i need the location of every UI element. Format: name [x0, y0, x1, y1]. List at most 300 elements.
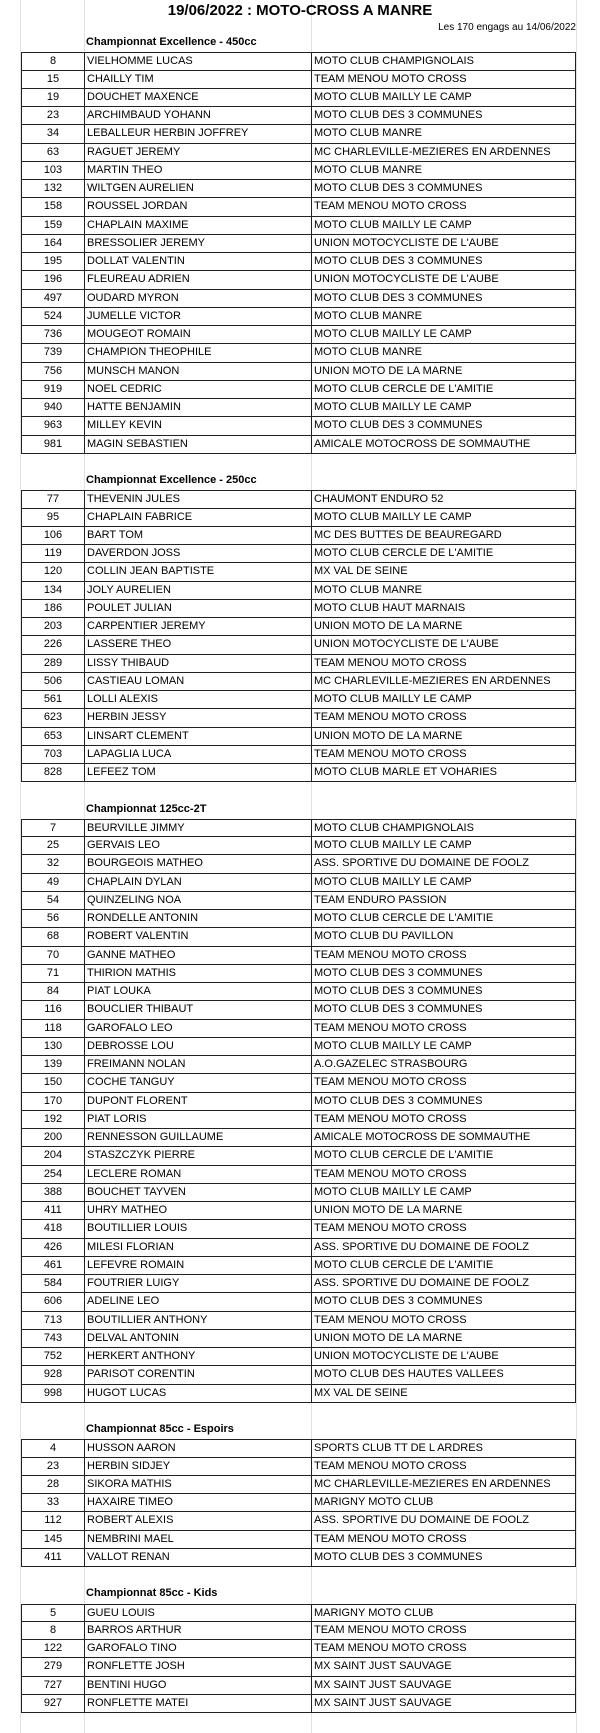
rider-name: HATTE BENJAMIN: [85, 399, 312, 416]
rider-club: MOTO CLUB MANRE: [314, 163, 422, 176]
rider-name: QUINZELING NOA: [85, 892, 312, 909]
rider-name: BOUCHET TAYVEN: [85, 1184, 312, 1201]
rider-club: TEAM MENOU MOTO CROSS: [314, 711, 467, 724]
table-row: [21, 673, 576, 691]
rider-club: MOTO CLUB DES 3 COMMUNES: [314, 1003, 483, 1016]
table-row: [21, 910, 576, 928]
rider-number: 497: [22, 290, 85, 307]
rider-club: MOTO CLUB CHAMPIGNOLAIS: [314, 55, 474, 68]
rider-number: 506: [22, 673, 85, 690]
table-row: [21, 1312, 576, 1330]
rider-number: 963: [22, 417, 85, 434]
rider-number: 981: [22, 436, 85, 453]
table-row: [21, 1074, 576, 1092]
rider-number: 703: [22, 746, 85, 763]
rider-club: MX VAL DE SEINE: [314, 565, 408, 578]
table-row: [21, 1293, 576, 1311]
rider-number: 159: [22, 217, 85, 234]
rider-number: 139: [22, 1056, 85, 1073]
rider-club: MOTO CLUB DES 3 COMMUNES: [314, 966, 483, 979]
rider-number: 120: [22, 563, 85, 580]
rider-club: UNION MOTO DE LA MARNE: [314, 364, 463, 377]
rider-number: 132: [22, 180, 85, 197]
table-row: [21, 1695, 576, 1713]
table-row: [21, 235, 576, 253]
table-row: [21, 1166, 576, 1184]
rider-name: RONDELLE ANTONIN: [85, 910, 312, 927]
rider-name: FLEUREAU ADRIEN: [85, 271, 312, 288]
rider-name: LAPAGLIA LUCA: [85, 746, 312, 763]
rider-club: MOTO CLUB MARLE ET VOHARIES: [314, 766, 497, 778]
rider-club: TEAM MENOU MOTO CROSS: [314, 747, 467, 760]
rider-club: MOTO CLUB DES 3 COMMUNES: [314, 1094, 483, 1107]
section-heading: Championnat Excellence - 250cc: [86, 474, 257, 486]
rider-name: BOUTILLIER LOUIS: [85, 1220, 312, 1237]
table-row: [21, 1220, 576, 1238]
rider-name: BENTINI HUGO: [85, 1677, 312, 1694]
rider-name: DUPONT FLORENT: [85, 1093, 312, 1110]
rider-name: DOLLAT VALENTIN: [85, 253, 312, 270]
rider-name: RENNESSON GUILLAUME: [85, 1129, 312, 1146]
rider-club: MOTO CLUB DES 3 COMMUNES: [314, 291, 483, 304]
rider-club: MARIGNY MOTO CLUB: [314, 1606, 434, 1619]
rider-number: 653: [22, 728, 85, 745]
rider-name: FREIMANN NOLAN: [85, 1056, 312, 1073]
rider-club: MX VAL DE SEINE: [314, 1386, 408, 1399]
rider-number: 752: [22, 1348, 85, 1365]
rider-number: 116: [22, 1001, 85, 1018]
rider-club: MOTO CLUB DES 3 COMMUNES: [314, 985, 483, 997]
table-row: [21, 874, 576, 892]
table-row: [21, 709, 576, 727]
rider-name: PIAT LOUKA: [85, 983, 312, 1000]
rider-club: TEAM MENOU MOTO CROSS: [314, 72, 467, 85]
rider-number: 388: [22, 1184, 85, 1201]
rider-name: BART TOM: [85, 527, 312, 544]
rider-club: MOTO CLUB MAILLY LE CAMP: [314, 693, 472, 705]
rider-name: JUMELLE VICTOR: [85, 308, 312, 325]
table-row: [21, 1458, 576, 1476]
rider-name: MILESI FLORIAN: [85, 1239, 312, 1256]
rider-number: 226: [22, 636, 85, 653]
table-row: [21, 691, 576, 709]
rider-club: MC CHARLEVILLE-MEZIERES EN ARDENNES: [314, 674, 551, 687]
rider-club: MOTO CLUB DES 3 COMMUNES: [314, 1295, 483, 1308]
rider-number: 119: [22, 545, 85, 562]
rider-name: DAVERDON JOSS: [85, 545, 312, 562]
rider-club: MOTO CLUB DES 3 COMMUNES: [314, 1550, 483, 1563]
table-row: [21, 655, 576, 673]
table-row: [21, 1038, 576, 1056]
table-row: [21, 217, 576, 235]
table-row: [21, 600, 576, 618]
table-row: [21, 198, 576, 216]
rider-name: LEFEEZ TOM: [85, 764, 312, 781]
rider-name: LEBALLEUR HERBIN JOFFREY: [85, 125, 312, 142]
rider-name: STASZCZYK PIERRE: [85, 1147, 312, 1164]
rider-number: 195: [22, 253, 85, 270]
table-row: [21, 1677, 576, 1695]
rider-club: MX SAINT JUST SAUVAGE: [314, 1660, 452, 1673]
rider-name: VIELHOMME LUCAS: [85, 53, 312, 69]
table-row: [21, 545, 576, 563]
rider-name: COCHE TANGUY: [85, 1074, 312, 1091]
table-row: [21, 1348, 576, 1366]
rider-number: 940: [22, 399, 85, 416]
rider-club: MC CHARLEVILLE-MEZIERES EN ARDENNES: [314, 1477, 551, 1490]
table-row: [21, 1330, 576, 1348]
rider-name: UHRY MATHEO: [85, 1202, 312, 1219]
rider-club: SPORTS CLUB TT DE L ARDRES: [314, 1442, 483, 1455]
section-heading: Championnat Excellence - 450cc: [86, 36, 257, 48]
rider-number: 743: [22, 1330, 85, 1347]
table-row: [21, 819, 576, 837]
rider-number: 23: [22, 1458, 85, 1475]
rider-name: ROUSSEL JORDAN: [85, 198, 312, 215]
table-row: [21, 1494, 576, 1512]
table-row: [21, 417, 576, 435]
table-row: [21, 290, 576, 308]
rider-club: TEAM MENOU MOTO CROSS: [314, 1459, 467, 1472]
rider-name: DELVAL ANTONIN: [85, 1330, 312, 1347]
rider-club: TEAM MENOU MOTO CROSS: [314, 1167, 467, 1180]
rider-name: RONFLETTE JOSH: [85, 1658, 312, 1675]
rider-name: ROBERT VALENTIN: [85, 928, 312, 945]
rider-number: 95: [22, 509, 85, 526]
rider-club: TEAM MENOU MOTO CROSS: [314, 1313, 467, 1326]
rider-club: MOTO CLUB CERCLE DE L'AMITIE: [314, 382, 494, 395]
rider-number: 150: [22, 1074, 85, 1091]
section-heading-row: [21, 1421, 576, 1439]
rider-number: 203: [22, 618, 85, 635]
table-row: [21, 1366, 576, 1384]
rider-number: 623: [22, 709, 85, 726]
rider-number: 170: [22, 1093, 85, 1110]
rider-number: 919: [22, 381, 85, 398]
rider-club: MX SAINT JUST SAUVAGE: [314, 1678, 452, 1691]
rider-name: PARISOT CORENTIN: [85, 1366, 312, 1383]
table-row: [21, 983, 576, 1001]
rider-name: POULET JULIAN: [85, 600, 312, 617]
rider-club: TEAM MENOU MOTO CROSS: [314, 1021, 467, 1034]
rider-name: BOUCLIER THIBAUT: [85, 1001, 312, 1018]
rider-club: UNION MOTO DE LA MARNE: [314, 1331, 463, 1344]
rider-club: AMICALE MOTOCROSS DE SOMMAUTHE: [314, 1131, 531, 1143]
rider-club: MOTO CLUB CERCLE DE L'AMITIE: [314, 1149, 494, 1162]
rider-number: 736: [22, 326, 85, 343]
rider-name: BRESSOLIER JEREMY: [85, 235, 312, 252]
rider-club: MOTO CLUB MAILLY LE CAMP: [314, 1039, 472, 1052]
table-row: [21, 965, 576, 983]
rider-name: LINSART CLEMENT: [85, 728, 312, 745]
rider-club: UNION MOTOCYCLISTE DE L'AUBE: [314, 638, 499, 651]
rider-number: 23: [22, 107, 85, 124]
rider-name: HUSSON AARON: [85, 1440, 312, 1456]
table-row: [21, 125, 576, 143]
table-row: [21, 509, 576, 527]
table-row: [21, 728, 576, 746]
rider-number: 739: [22, 344, 85, 361]
rider-name: LEFEVRE ROMAIN: [85, 1257, 312, 1274]
rider-name: HERBIN JESSY: [85, 709, 312, 726]
rider-club: TEAM MENOU MOTO CROSS: [314, 948, 467, 961]
rider-number: 145: [22, 1531, 85, 1548]
rider-name: ROBERT ALEXIS: [85, 1512, 312, 1529]
rider-number: 5: [22, 1605, 85, 1621]
table-row: [21, 107, 576, 125]
table-row: [21, 144, 576, 162]
table-row: [21, 582, 576, 600]
table-row: [21, 1020, 576, 1038]
rider-name: WILTGEN AURELIEN: [85, 180, 312, 197]
section-heading-row: [21, 472, 576, 490]
rider-number: 49: [22, 874, 85, 891]
entries-count-note: Les 170 engags au 14/06/2022: [438, 22, 576, 33]
rider-name: CHAMPION THEOPHILE: [85, 344, 312, 361]
rider-club: MOTO CLUB MAILLY LE CAMP: [314, 90, 472, 103]
page-title: 19/06/2022 : MOTO-CROSS A MANRE: [167, 2, 433, 19]
rider-number: 118: [22, 1020, 85, 1037]
rider-number: 561: [22, 691, 85, 708]
table-row: [21, 162, 576, 180]
table-row: [21, 344, 576, 362]
section-heading-row: [21, 801, 576, 819]
rider-number: 106: [22, 527, 85, 544]
table-row: [21, 746, 576, 764]
rider-number: 411: [22, 1549, 85, 1566]
rider-club: MOTO CLUB CERCLE DE L'AMITIE: [314, 1258, 494, 1271]
rider-number: 32: [22, 855, 85, 872]
rider-club: MOTO CLUB MAILLY LE CAMP: [314, 401, 472, 413]
rider-club: ASS. SPORTIVE DU DOMAINE DE FOOLZ: [314, 857, 529, 870]
rider-club: MOTO CLUB MAILLY LE CAMP: [314, 875, 472, 888]
table-row: [21, 1257, 576, 1275]
rider-number: 411: [22, 1202, 85, 1219]
rider-club: MC DES BUTTES DE BEAUREGARD: [314, 528, 502, 541]
rider-club: MOTO CLUB MAILLY LE CAMP: [314, 510, 472, 523]
rider-club: MOTO CLUB MAILLY LE CAMP: [314, 839, 472, 851]
rider-name: CHAPLAIN MAXIME: [85, 217, 312, 234]
rider-name: RONFLETTE MATEI: [85, 1695, 312, 1712]
table-row: [21, 1093, 576, 1111]
rider-name: THEVENIN JULES: [85, 491, 312, 507]
rider-number: 828: [22, 764, 85, 781]
rider-number: 4: [22, 1440, 85, 1456]
rider-number: 461: [22, 1257, 85, 1274]
rider-club: MARIGNY MOTO CLUB: [314, 1496, 434, 1508]
rider-club: ASS. SPORTIVE DU DOMAINE DE FOOLZ: [314, 1514, 529, 1527]
rider-number: 112: [22, 1512, 85, 1529]
rider-name: ARCHIMBAUD YOHANN: [85, 107, 312, 124]
table-row: [21, 1531, 576, 1549]
rider-club: UNION MOTO DE LA MARNE: [314, 729, 463, 742]
rider-name: PIAT LORIS: [85, 1111, 312, 1128]
rider-number: 204: [22, 1147, 85, 1164]
rider-name: FOUTRIER LUIGY: [85, 1275, 312, 1292]
rider-name: THIRION MATHIS: [85, 965, 312, 982]
rider-name: NOEL CEDRIC: [85, 381, 312, 398]
rider-number: 7: [22, 820, 85, 836]
section-heading-row: [21, 34, 576, 52]
section-heading: Championnat 85cc - Kids: [86, 1587, 218, 1600]
rider-club: UNION MOTOCYCLISTE DE L'AUBE: [314, 1350, 499, 1362]
rider-name: HUGOT LUCAS: [85, 1385, 312, 1402]
rider-club: MOTO CLUB DES 3 COMMUNES: [314, 182, 483, 194]
rider-number: 134: [22, 582, 85, 599]
table-row: [21, 837, 576, 855]
rider-club: TEAM MENOU MOTO CROSS: [314, 656, 467, 669]
rider-number: 928: [22, 1366, 85, 1383]
rider-name: DOUCHET MAXENCE: [85, 89, 312, 106]
rider-number: 713: [22, 1312, 85, 1329]
rider-club: MOTO CLUB MANRE: [314, 309, 422, 322]
table-row: [21, 1385, 576, 1403]
rider-club: UNION MOTO DE LA MARNE: [314, 620, 463, 632]
rider-name: GANNE MATHEO: [85, 947, 312, 964]
table-row: [21, 326, 576, 344]
rider-number: 158: [22, 198, 85, 215]
rider-club: MOTO CLUB MAILLY LE CAMP: [314, 218, 472, 231]
rider-number: 33: [22, 1494, 85, 1511]
rider-number: 15: [22, 71, 85, 88]
table-row: [21, 1640, 576, 1658]
table-row: [21, 1147, 576, 1165]
table-row: [21, 1184, 576, 1202]
rider-name: BOURGEOIS MATHEO: [85, 855, 312, 872]
rider-club: MOTO CLUB CERCLE DE L'AMITIE: [314, 912, 494, 924]
table-row: [21, 271, 576, 289]
table-row: [21, 363, 576, 381]
rider-name: HERBIN SIDJEY: [85, 1458, 312, 1475]
rider-number: 192: [22, 1111, 85, 1128]
rider-number: 186: [22, 600, 85, 617]
table-row: [21, 1111, 576, 1129]
rider-name: BOUTILLIER ANTHONY: [85, 1312, 312, 1329]
rider-name: GAROFALO LEO: [85, 1020, 312, 1037]
table-row: [21, 89, 576, 107]
rider-number: 606: [22, 1293, 85, 1310]
rider-name: CHAPLAIN FABRICE: [85, 509, 312, 526]
rider-club: UNION MOTO DE LA MARNE: [314, 1204, 463, 1216]
rider-name: LISSY THIBAUD: [85, 655, 312, 672]
table-row: [21, 436, 576, 454]
rider-number: 77: [22, 491, 85, 507]
rider-number: 164: [22, 235, 85, 252]
rider-number: 727: [22, 1677, 85, 1694]
rider-number: 84: [22, 983, 85, 1000]
table-row: [21, 180, 576, 198]
rider-number: 279: [22, 1658, 85, 1675]
rider-club: ASS. SPORTIVE DU DOMAINE DE FOOLZ: [314, 1277, 529, 1289]
table-row: [21, 1202, 576, 1220]
table-row: [21, 636, 576, 654]
table-row: [21, 1439, 576, 1457]
rider-name: CHAPLAIN DYLAN: [85, 874, 312, 891]
rider-number: 998: [22, 1385, 85, 1402]
rider-number: 34: [22, 125, 85, 142]
rider-name: HAXAIRE TIMEO: [85, 1494, 312, 1511]
rider-name: DEBROSSE LOU: [85, 1038, 312, 1055]
rider-number: 28: [22, 1476, 85, 1493]
rider-club: TEAM MENOU MOTO CROSS: [314, 1642, 467, 1654]
rider-club: MOTO CLUB DES 3 COMMUNES: [314, 109, 483, 121]
rider-name: JOLY AURELIEN: [85, 582, 312, 599]
table-row: [21, 490, 576, 508]
rider-number: 71: [22, 965, 85, 982]
rider-number: 426: [22, 1239, 85, 1256]
rider-club: TEAM MENOU MOTO CROSS: [314, 1623, 467, 1636]
rider-number: 196: [22, 271, 85, 288]
rider-number: 927: [22, 1695, 85, 1712]
rider-name: BEURVILLE JIMMY: [85, 820, 312, 836]
rider-club: MOTO CLUB DES 3 COMMUNES: [314, 419, 483, 432]
table-row: [21, 892, 576, 910]
rider-name: NEMBRINI MAEL: [85, 1531, 312, 1548]
table-row: [21, 399, 576, 417]
section-heading: Championnat 125cc-2T: [86, 802, 207, 815]
table-row: [21, 1512, 576, 1530]
table-row: [21, 52, 576, 70]
table-row: [21, 1476, 576, 1494]
table-row: [21, 1001, 576, 1019]
rider-name: CASTIEAU LOMAN: [85, 673, 312, 690]
rider-club: TEAM MENOU MOTO CROSS: [314, 1112, 467, 1125]
table-row: [21, 928, 576, 946]
rider-name: GERVAIS LEO: [85, 837, 312, 854]
table-row: [21, 1275, 576, 1293]
rider-number: 56: [22, 910, 85, 927]
rider-number: 289: [22, 655, 85, 672]
rider-club: MOTO CLUB MAILLY LE CAMP: [314, 328, 472, 340]
rider-name: OUDARD MYRON: [85, 290, 312, 307]
rider-name: MILLEY KEVIN: [85, 417, 312, 434]
rider-club: TEAM MENOU MOTO CROSS: [314, 1222, 467, 1235]
rider-club: MOTO CLUB MAILLY LE CAMP: [314, 1185, 472, 1198]
rider-name: SIKORA MATHIS: [85, 1476, 312, 1493]
table-row: [21, 71, 576, 89]
table-row: [21, 563, 576, 581]
rider-name: LOLLI ALEXIS: [85, 691, 312, 708]
table-row: [21, 618, 576, 636]
rider-number: 130: [22, 1038, 85, 1055]
rider-club: TEAM MENOU MOTO CROSS: [314, 1532, 467, 1545]
rider-number: 63: [22, 144, 85, 161]
table-row: [21, 381, 576, 399]
rider-name: HERKERT ANTHONY: [85, 1348, 312, 1365]
table-row: [21, 1604, 576, 1622]
rider-number: 68: [22, 928, 85, 945]
table-row: [21, 1056, 576, 1074]
table-row: [21, 1129, 576, 1147]
rider-number: 524: [22, 308, 85, 325]
table-row: [21, 308, 576, 326]
rider-name: GUEU LOUIS: [85, 1605, 312, 1621]
table-row: [21, 1549, 576, 1567]
rider-club: MOTO CLUB MANRE: [314, 346, 422, 359]
rider-name: MARTIN THEO: [85, 162, 312, 179]
rider-club: ASS. SPORTIVE DU DOMAINE DE FOOLZ: [314, 1240, 529, 1253]
rider-number: 25: [22, 837, 85, 854]
rider-number: 70: [22, 947, 85, 964]
rider-club: UNION MOTOCYCLISTE DE L'AUBE: [314, 236, 499, 249]
rider-club: MOTO CLUB DES 3 COMMUNES: [314, 255, 483, 267]
table-row: [21, 527, 576, 545]
rider-number: 103: [22, 162, 85, 179]
rider-name: ADELINE LEO: [85, 1293, 312, 1310]
rider-number: 584: [22, 1275, 85, 1292]
rider-number: 19: [22, 89, 85, 106]
rider-name: GAROFALO TINO: [85, 1640, 312, 1657]
